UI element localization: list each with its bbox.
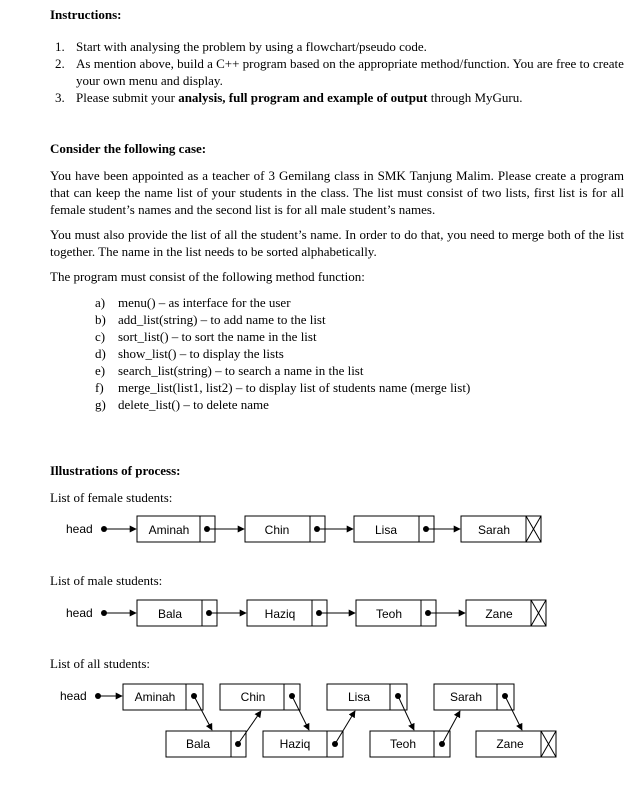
node-label: Bala <box>157 607 183 621</box>
female-list-label: List of female students: <box>50 490 173 505</box>
instruction-item: 2. As mention above, build a C++ program based on the appropriate method/function. You are free to create your own menu and display. <box>55 56 624 88</box>
list-node <box>166 731 246 757</box>
list-node <box>263 731 343 757</box>
case-paragraph-2: You must also provide the list of all the student’s name. In order to do that, you need to merge both of the list together. The name in the list needs to be sorted alphabetically. <box>50 227 624 259</box>
instruction-item: 1. Start with analysing the problem by using a flowchart/pseudo code. <box>55 39 427 54</box>
list-node <box>354 516 434 542</box>
female-linked-list <box>66 516 541 542</box>
node-label: Teoh <box>375 607 403 621</box>
method-item: e) search_list(string) – to search a name in the list <box>95 363 364 378</box>
list-node <box>137 600 217 626</box>
method-item: b) add_list(string) – to add name to the list <box>95 312 326 327</box>
list-node <box>247 600 327 626</box>
list-node <box>466 600 546 626</box>
list-node <box>356 600 436 626</box>
node-label: Teoh <box>389 737 417 751</box>
node-label: Chin <box>264 523 290 537</box>
list-node <box>123 684 203 710</box>
list-node <box>245 516 325 542</box>
head-label: head <box>60 689 87 703</box>
list-node <box>434 684 514 710</box>
instructions-heading: Instructions: <box>50 7 122 22</box>
list-node <box>137 516 215 542</box>
list-node <box>461 516 541 542</box>
male-list-label: List of male students: <box>50 573 163 588</box>
list-node <box>220 684 300 710</box>
node-label: Zane <box>485 607 513 621</box>
instruction-item: 3. Please submit your analysis, full program and example of output through MyGuru. <box>55 90 523 105</box>
node-label: Chin <box>240 690 266 704</box>
node-label: Aminah <box>148 523 190 537</box>
merged-linked-list <box>60 684 556 757</box>
all-list-label: List of all students: <box>50 656 151 671</box>
method-item: g) delete_list() – to delete name <box>95 397 269 412</box>
method-item: d) show_list() – to display the lists <box>95 346 284 361</box>
node-label: Aminah <box>134 690 176 704</box>
method-item: a) menu() – as interface for the user <box>95 295 291 310</box>
case-heading: Consider the following case: <box>50 141 207 156</box>
illustrations-heading: Illustrations of process: <box>50 463 181 478</box>
list-node <box>370 731 450 757</box>
method-item: f) merge_list(list1, list2) – to display list of students name (merge list) <box>95 380 471 395</box>
node-label: Haziq <box>279 737 311 751</box>
case-paragraph-1: You have been appointed as a teacher of 3 Gemilang class in SMK Tanjung Malim. Please create a program that can keep the name list of your students in the class. The list must consist of two lists, first list is for all female student’s names and the second list is for all male student’s names. <box>50 168 624 217</box>
list-node <box>476 731 556 757</box>
node-label: Haziq <box>264 607 296 621</box>
head-label: head <box>66 522 93 536</box>
method-item: c) sort_list() – to sort the name in the list <box>95 329 317 344</box>
list-node <box>327 684 407 710</box>
node-label: Zane <box>496 737 524 751</box>
case-paragraph-3: The program must consist of the following method function: <box>50 269 365 284</box>
node-label: Sarah <box>449 690 483 704</box>
node-label: Lisa <box>374 523 398 537</box>
head-label: head <box>66 606 93 620</box>
node-label: Bala <box>185 737 211 751</box>
node-label: Sarah <box>477 523 511 537</box>
node-label: Lisa <box>347 690 371 704</box>
male-linked-list <box>66 600 546 626</box>
